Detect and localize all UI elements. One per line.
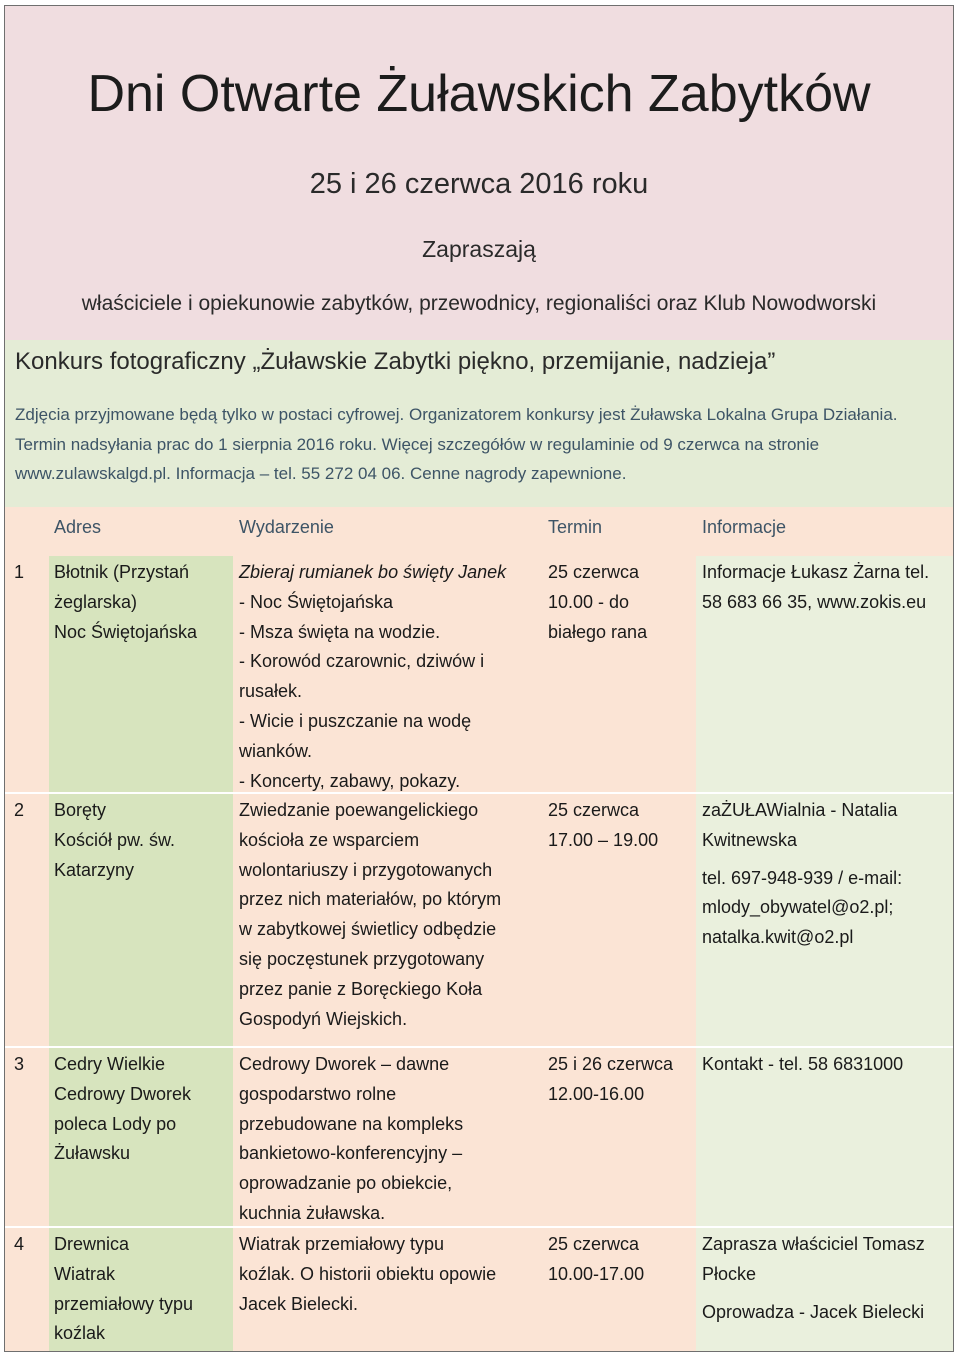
address-line: koźlak — [54, 1323, 106, 1344]
header-term: Termin — [541, 507, 696, 548]
table-row — [5, 556, 953, 792]
event-line: Zwiedzanie poewangelickiego — [239, 800, 479, 820]
event-date: 25 i 26 czerwca 2016 roku — [309, 168, 649, 200]
page-title: Dni Otwarte Żuławskich Zabytków — [87, 65, 871, 123]
row-divider — [5, 792, 953, 794]
term-line: 25 czerwca — [548, 562, 640, 582]
info-line: Kontakt - tel. 58 6831000 — [702, 1054, 904, 1074]
flyer-page — [4, 5, 954, 1352]
event-line: - Noc Świętojańska — [239, 591, 394, 612]
row-info — [696, 556, 953, 792]
row-divider — [5, 1226, 953, 1228]
invite-text: Zapraszają — [422, 236, 536, 262]
event-line: wolontariuszy i przygotowanych — [239, 859, 493, 880]
address-line: Kościół pw. św. — [54, 829, 176, 850]
address-line: Cedrowy Dworek — [54, 1083, 192, 1104]
contest-section — [5, 340, 953, 508]
term-line: 10.00-17.00 — [548, 1263, 645, 1284]
contest-title: Konkurs fotograficzny „Żuławskie Zabytki piękno, przemijanie, nadzieja” — [15, 348, 776, 375]
row-address — [49, 794, 233, 1046]
info-line: Oprowadza - Jacek Bielecki — [702, 1301, 925, 1322]
event-lead: Zbieraj rumianek bo święty Janek — [239, 562, 507, 582]
event-line: - Koncerty, zabawy, pokazy. — [239, 770, 461, 791]
header-num-cell — [5, 507, 49, 548]
row-number: 3 — [5, 1048, 49, 1226]
term-line: białego rana — [548, 621, 648, 642]
address-line: poleca Lody po — [54, 1113, 177, 1134]
row-term — [541, 556, 696, 792]
info-line: natalka.kwit@o2.pl — [702, 927, 854, 948]
info-line: Zaprasza właściciel Tomasz — [702, 1234, 925, 1254]
row-info — [696, 1048, 953, 1226]
event-line: kuchnia żuławska. — [239, 1202, 386, 1223]
row-address — [49, 1048, 233, 1226]
address-line: Drewnica — [54, 1234, 130, 1254]
address-line: Noc Świętojańska — [54, 621, 198, 642]
table-row — [5, 1048, 953, 1226]
events-table — [5, 507, 953, 1351]
address-line: Boręty — [54, 800, 107, 820]
row-event — [233, 1228, 541, 1351]
term-line: 25 czerwca — [548, 800, 640, 820]
event-line: Cedrowy Dworek – dawne — [239, 1054, 450, 1074]
header-info: Informacje — [696, 507, 953, 548]
header-address: Adres — [49, 507, 233, 548]
row-event — [233, 1048, 541, 1226]
event-line: - Wicie i puszczanie na wodę — [239, 710, 472, 731]
event-line: Gospodyń Wiejskich. — [239, 1008, 408, 1029]
info-line: mlody_obywatel@o2.pl; — [702, 897, 894, 918]
row-info — [696, 794, 953, 1046]
event-line: koźlak. O historii obiektu opowie — [239, 1263, 497, 1284]
address-line: Żuławsku — [54, 1143, 131, 1164]
table-header-row — [5, 507, 953, 548]
term-line: 12.00-16.00 — [548, 1083, 645, 1104]
event-line: rusałek. — [239, 681, 303, 702]
info-line: 58 683 66 35, www.zokis.eu — [702, 591, 927, 612]
event-line: kościoła ze wsparciem — [239, 829, 420, 850]
row-number: 1 — [5, 556, 49, 792]
row-event — [233, 794, 541, 1046]
row-address — [49, 556, 233, 792]
row-number: 2 — [5, 794, 49, 1046]
event-line: Jacek Bielecki. — [239, 1293, 359, 1314]
row-info — [696, 1228, 953, 1351]
term-line: 10.00 - do — [548, 591, 630, 612]
address-line: przemiałowy typu — [54, 1293, 194, 1314]
row-divider — [5, 1046, 953, 1048]
event-line: przez nich materiałów, po którym — [239, 889, 502, 910]
header-event: Wydarzenie — [233, 507, 541, 548]
term-line: 17.00 – 19.00 — [548, 829, 659, 850]
event-line: oprowadzanie po obiekcie, — [239, 1173, 453, 1194]
row-address — [49, 1228, 233, 1351]
info-line: Informacje Łukasz Żarna tel. — [702, 562, 930, 582]
event-line: przebudowane na kompleks — [239, 1113, 464, 1134]
event-line: się poczęstunek przygotowany — [239, 948, 485, 969]
address-line: Katarzyny — [54, 859, 135, 880]
event-line: gospodarstwo rolne — [239, 1083, 397, 1104]
event-line: - Korowód czarownic, dziwów i — [239, 651, 485, 672]
event-line: bankietowo-konferencyjny – — [239, 1143, 463, 1164]
event-line: Wiatrak przemiałowy typu — [239, 1234, 445, 1254]
term-line: 25 czerwca — [548, 1234, 640, 1254]
event-line: - Msza święta na wodzie. — [239, 621, 441, 642]
info-line: tel. 697-948-939 / e-mail: — [702, 867, 903, 888]
address-line: Cedry Wielkie — [54, 1054, 166, 1074]
info-line: Płocke — [702, 1263, 757, 1284]
address-line: Błotnik (Przystań — [54, 562, 190, 582]
event-line: przez panie z Boręckiego Koła — [239, 978, 483, 999]
event-line: w zabytkowej świetlicy odbędzie — [239, 919, 497, 940]
table-row — [5, 1228, 953, 1351]
contest-description: Zdjęcia przyjmowane będą tylko w postaci cyfrowej. Organizatorem konkursy jest Żuławska Lokalna Grupa Działania. Termin nadsyłania prac do 1 sierpnia 2016 roku. Więcej szczegółów w regulaminie od 9 czerwca na stronie www.zulawskalgd.pl. Informacja – tel. 55 272 04 06. Cenne nagrody zapewnione. — [15, 405, 898, 483]
row-term — [541, 1048, 696, 1226]
row-number: 4 — [5, 1228, 49, 1351]
address-line: żeglarska) — [54, 591, 138, 612]
organizers-text: właściciele i opiekunowie zabytków, przewodnicy, regionaliści oraz Klub Nowodworski — [81, 292, 877, 315]
table-row — [5, 794, 953, 1046]
header-spacer — [5, 548, 953, 556]
row-term — [541, 794, 696, 1046]
info-line: zaŻUŁAWialnia - Natalia — [702, 800, 898, 820]
term-line: 25 i 26 czerwca — [548, 1054, 674, 1074]
address-line: Wiatrak — [54, 1263, 116, 1284]
header-section — [5, 6, 953, 341]
row-event — [233, 556, 541, 792]
event-line: wianków. — [239, 740, 313, 761]
info-line: Kwitnewska — [702, 829, 798, 850]
row-term — [541, 1228, 696, 1351]
